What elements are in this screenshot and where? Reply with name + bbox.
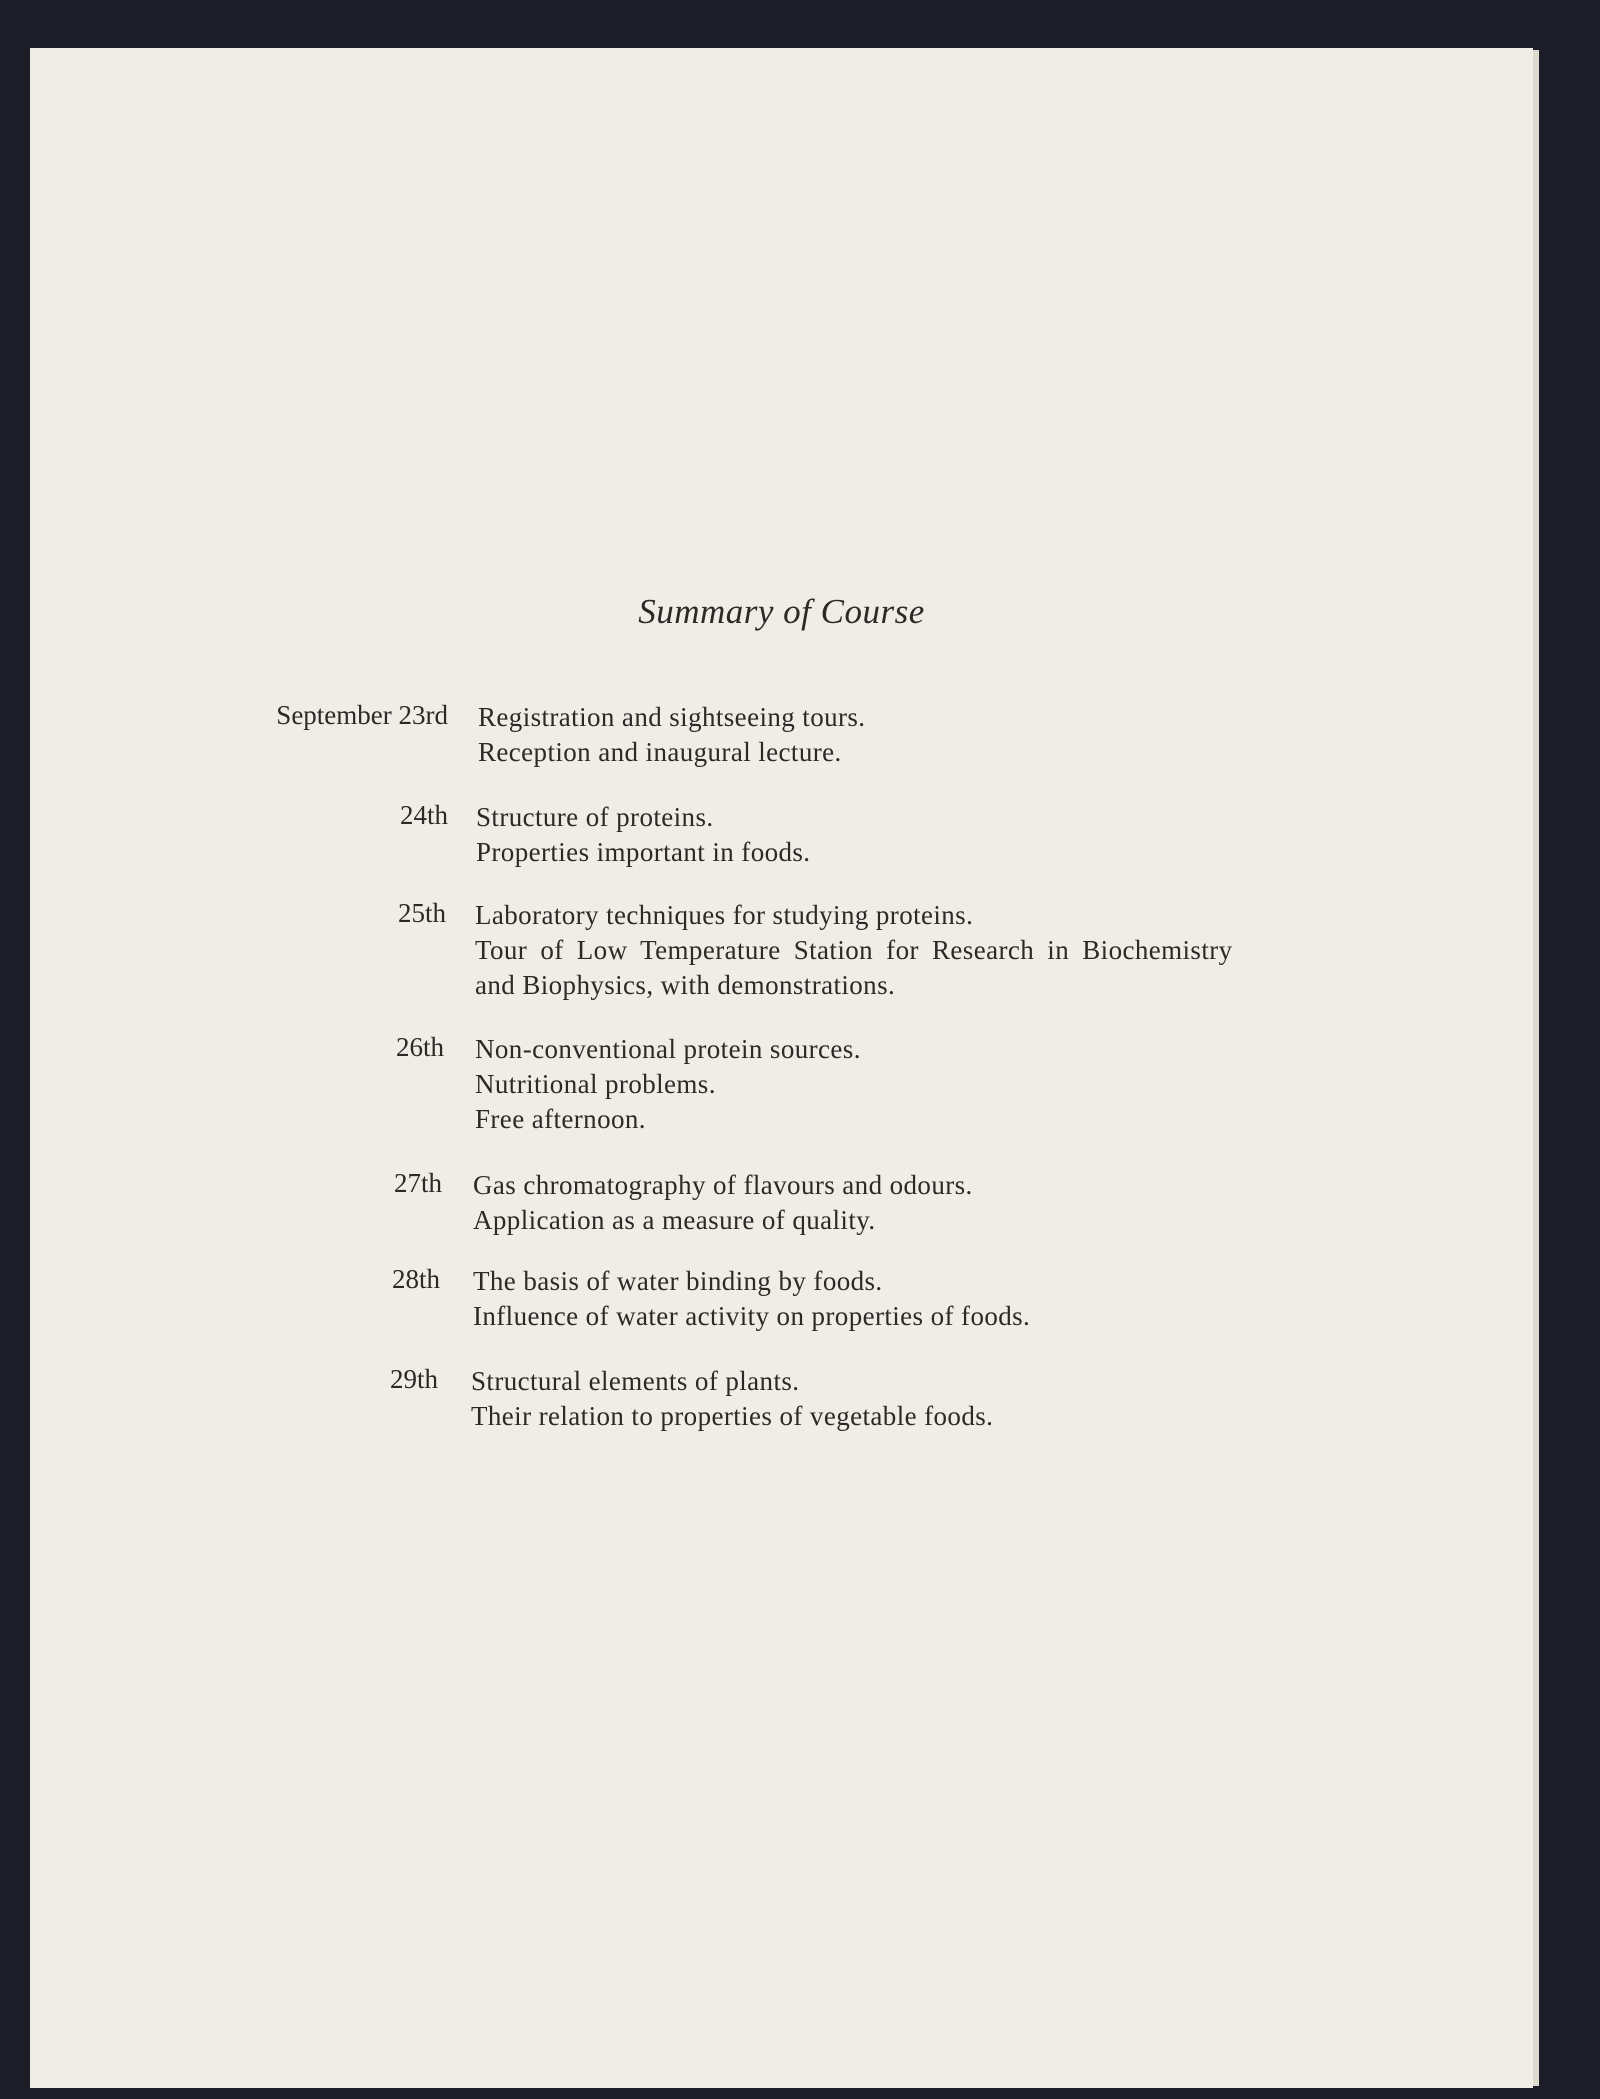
schedule-date: 28th xyxy=(391,1264,440,1294)
schedule-lines xyxy=(473,1168,973,1238)
schedule-date: 25th xyxy=(397,898,446,928)
schedule-line: Structure of proteins. xyxy=(476,802,714,832)
schedule-line: Application as a measure of quality. xyxy=(473,1205,876,1235)
schedule-lines xyxy=(476,800,810,870)
schedule-line: Registration and sightseeing tours. xyxy=(478,702,866,732)
schedule-line: Tour of Low Temperature Station for Research in Biochemistry xyxy=(475,935,1233,965)
schedule-line: Nutritional problems. xyxy=(475,1069,716,1099)
schedule-line: Non-conventional protein sources. xyxy=(475,1034,861,1064)
schedule-line: and Biophysics, with demonstrations. xyxy=(475,970,896,1000)
schedule-lines xyxy=(478,700,865,770)
schedule-line: Their relation to properties of vegetable foods. xyxy=(471,1401,994,1431)
schedule-lines xyxy=(475,898,1233,1003)
schedule-line: Reception and inaugural lecture. xyxy=(478,737,842,767)
schedule-line: Free afternoon. xyxy=(475,1104,646,1134)
schedule-date: 24th xyxy=(399,800,448,830)
schedule-date: September 23rd xyxy=(276,700,448,730)
schedule-date: 29th xyxy=(389,1364,438,1394)
page-edge xyxy=(1533,50,1539,2086)
schedule-lines xyxy=(475,1032,861,1137)
schedule-line: Structural elements of plants. xyxy=(471,1366,800,1396)
schedule-line: The basis of water binding by foods. xyxy=(473,1266,883,1296)
schedule-lines xyxy=(473,1264,1030,1334)
schedule-line: Influence of water activity on properties of foods. xyxy=(473,1301,1031,1331)
schedule-lines xyxy=(471,1364,993,1434)
schedule-line: Gas chromatography of flavours and odours. xyxy=(473,1170,973,1200)
schedule-date: 26th xyxy=(395,1032,444,1062)
schedule-line: Properties important in foods. xyxy=(476,837,811,867)
schedule-date: 27th xyxy=(393,1168,442,1198)
document-page xyxy=(30,48,1533,2088)
page-title: Summary of Course xyxy=(638,592,925,631)
schedule-line: Laboratory techniques for studying proteins. xyxy=(475,900,974,930)
